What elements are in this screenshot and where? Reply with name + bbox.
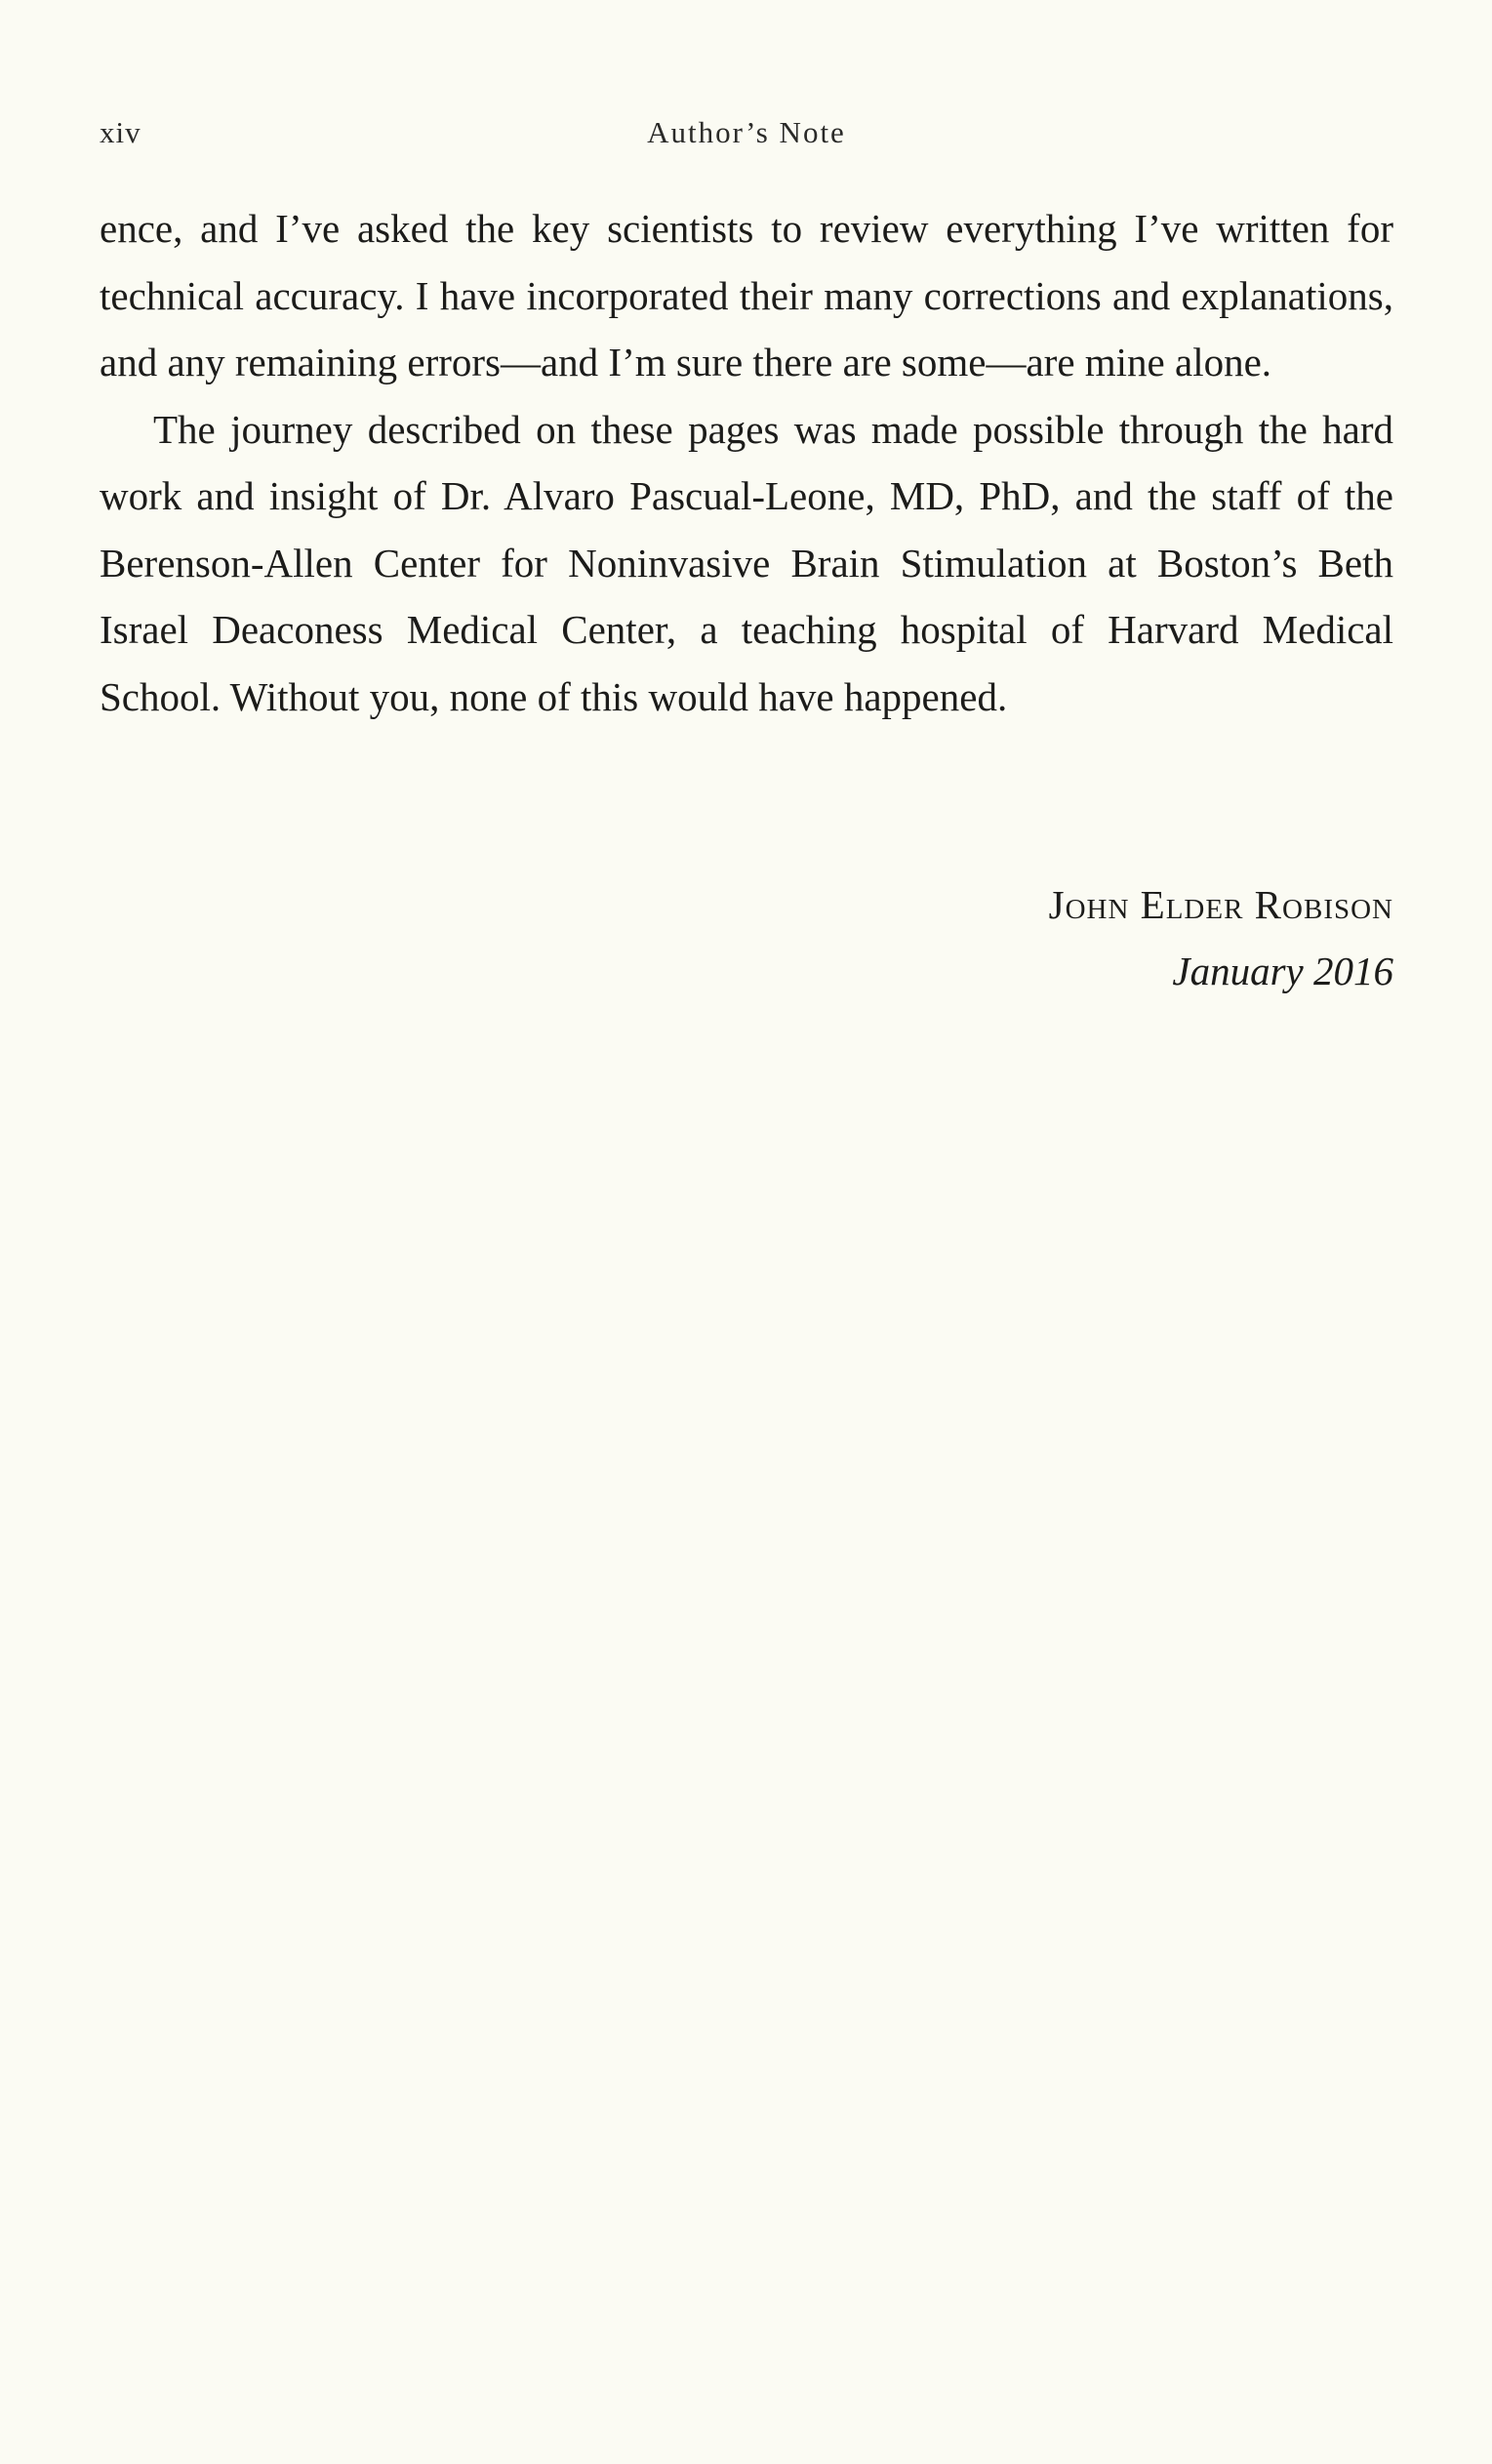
paragraph: The journey described on these pages was made possible through the hard work and insight of Dr. Alvaro Pascual-Leone, MD, PhD, and the staff of the Berenson-Allen Center for Noninvasive Brain Stimulation at Boston’s Beth Israel Deaconess Medical Center, a teaching hospital of Harvard Medical School. Without you, none of this would have happened.: [100, 406, 1393, 719]
running-title: Author’s Note: [647, 115, 846, 149]
page-number: xiv: [100, 115, 141, 149]
paragraph: ence, and I’ve asked the key scientists to review everything I’ve written for technical accuracy. I have incorporated their many corrections and explanations, and any remaining errors—and I’m sure there are some—are mine alone.: [100, 206, 1393, 384]
signature-block: [1049, 871, 1393, 1004]
running-head: [100, 115, 1393, 164]
author-name: John Elder Robison: [1048, 882, 1393, 927]
body-text: [100, 195, 1393, 730]
signature-date: January 2016: [1172, 949, 1393, 993]
